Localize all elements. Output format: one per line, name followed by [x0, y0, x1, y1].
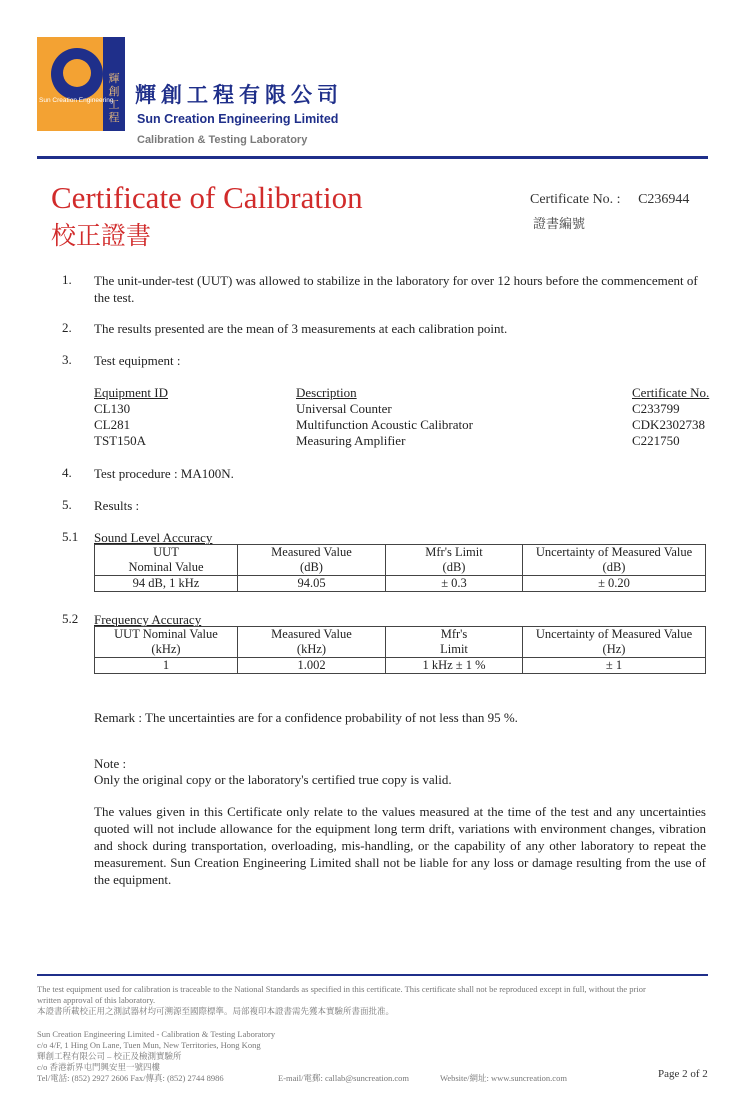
section-title: Sound Level Accuracy [94, 530, 213, 545]
section-number: 5.2 [62, 611, 79, 626]
company-logo [37, 37, 125, 131]
footer-email: E-mail/電郵: callab@suncreation.com [278, 1073, 410, 1083]
item-number: 5. [62, 497, 72, 512]
footer-traceability: The test equipment used for calibration is traceable to the National Standards as specified in this certificate. This certificate shall not be reproduced except in full, without the prior [37, 984, 646, 994]
table-row [95, 658, 706, 674]
equipment-id: TST150A [94, 433, 146, 448]
footer-traceability-zh: 本證書所載校正用之測試器材均可溯源至國際標準。局部複印本證書需先獲本實驗所書面批准。 [37, 1006, 395, 1016]
cert-no-label: Certificate No. : [530, 192, 621, 207]
certificate-number [530, 192, 689, 208]
table-header-cell: UUT Nominal Value [95, 545, 238, 576]
certificate-title: Certificate of Calibration [51, 180, 363, 215]
table-cell: 1 [95, 658, 238, 674]
logo-text: Sun Creation Engineering [39, 97, 114, 104]
lab-name: Calibration & Testing Laboratory [137, 134, 308, 146]
logo-sun-core [63, 59, 91, 87]
equipment-cert: C221750 [632, 433, 680, 448]
table-cell: ± 1 [523, 658, 706, 674]
item-number: 4. [62, 465, 72, 480]
company-name-en: Sun Creation Engineering Limited [137, 112, 339, 126]
equipment-cert: CDK2302738 [632, 417, 705, 432]
table-header-cell: UUT Nominal Value (kHz) [95, 627, 238, 658]
footer-website: Website/網址: www.suncreation.com [440, 1073, 567, 1083]
table-cell: 1 kHz ± 1 % [386, 658, 523, 674]
section-title: Frequency Accuracy [94, 612, 202, 627]
equipment-id: CL281 [94, 417, 131, 432]
equipment-description: Measuring Amplifier [296, 433, 406, 448]
remark: Remark : The uncertainties are for a confidence probability of not less than 95 %. [94, 710, 518, 725]
sound-level-table [94, 544, 706, 592]
item-text: Results : [94, 498, 140, 513]
item-text: Test equipment : [94, 353, 181, 368]
section-number: 5.1 [62, 529, 79, 544]
note-line: Only the original copy or the laboratory's certified true copy is valid. [94, 772, 452, 787]
equipment-header-id: Equipment ID [94, 385, 169, 400]
item-text: The results presented are the mean of 3 measurements at each calibration point. [94, 321, 508, 336]
note-body: The values given in this Certificate only relate to the values measured at the time of the test and any uncertainties quoted will not include allowance for the equipment long term drift, variations with environment changes, vibration and shock during transportation, overloading, mis-handling, or the capability of any other laboratory to repeat the measurement. Sun Creation Engineering Limited shall not be liable for any loss or damage resulting from the use of the equipment. [94, 804, 706, 887]
table-cell: ± 0.3 [386, 576, 523, 592]
table-cell: 1.002 [238, 658, 386, 674]
footer-tel-fax: Tel/電話: (852) 2927 2606 Fax/傳真: (852) 2744 8986 [37, 1073, 224, 1083]
header-divider [37, 156, 708, 159]
table-cell: 94 dB, 1 kHz [95, 576, 238, 592]
item-text: The unit-under-test (UUT) was allowed to stabilize in the laboratory for over 12 hours before the commencement of the test. [94, 273, 698, 305]
footer-divider [37, 974, 708, 976]
table-cell: 94.05 [238, 576, 386, 592]
certificate-title-zh: 校正證書 [51, 223, 152, 250]
table-cell: ± 0.20 [523, 576, 706, 592]
footer-address-line: 輝創工程有限公司 – 校正及檢測實驗所 [37, 1051, 182, 1061]
frequency-table [94, 626, 706, 674]
table-header-cell: Measured Value (dB) [238, 545, 386, 576]
table-header-cell: Uncertainty of Measured Value (dB) [523, 545, 706, 576]
equipment-id: CL130 [94, 401, 131, 416]
equipment-header-description: Description [296, 385, 357, 400]
logo-vertical-text: 輝創工程 [108, 73, 120, 124]
table-header-row [95, 545, 706, 576]
table-header-cell: Mfr's Limit (dB) [386, 545, 523, 576]
table-header-row [95, 627, 706, 658]
table-header-cell: Uncertainty of Measured Value (Hz) [523, 627, 706, 658]
item-text: Test procedure : MA100N. [94, 466, 234, 481]
footer-approval: written approval of this laboratory. [37, 995, 156, 1005]
footer-address-line: c/o 香港新界屯門興安里一號四樓 [37, 1062, 161, 1072]
equipment-description: Universal Counter [296, 401, 392, 416]
cert-no-value: C236944 [638, 192, 690, 207]
item-number: 1. [62, 272, 72, 287]
item-number: 3. [62, 352, 72, 367]
footer-address-line: Sun Creation Engineering Limited - Calibration & Testing Laboratory [37, 1029, 276, 1039]
page-number: Page 2 of 2 [658, 1068, 708, 1080]
company-name-zh: 輝創工程有限公司 [135, 84, 343, 107]
note-label: Note : [94, 756, 127, 771]
footer-address-line: c/o 4/F, 1 Hing On Lane, Tuen Mun, New Territories, Hong Kong [37, 1040, 261, 1050]
table-header-cell: Mfr's Limit [386, 627, 523, 658]
equipment-cert: C233799 [632, 401, 680, 416]
table-header-cell: Measured Value (kHz) [238, 627, 386, 658]
equipment-header-cert: Certificate No. [632, 385, 710, 400]
certificate-number-zh: 證書編號 [533, 216, 586, 231]
item-number: 2. [62, 320, 72, 335]
equipment-description: Multifunction Acoustic Calibrator [296, 417, 473, 432]
table-row [95, 576, 706, 592]
